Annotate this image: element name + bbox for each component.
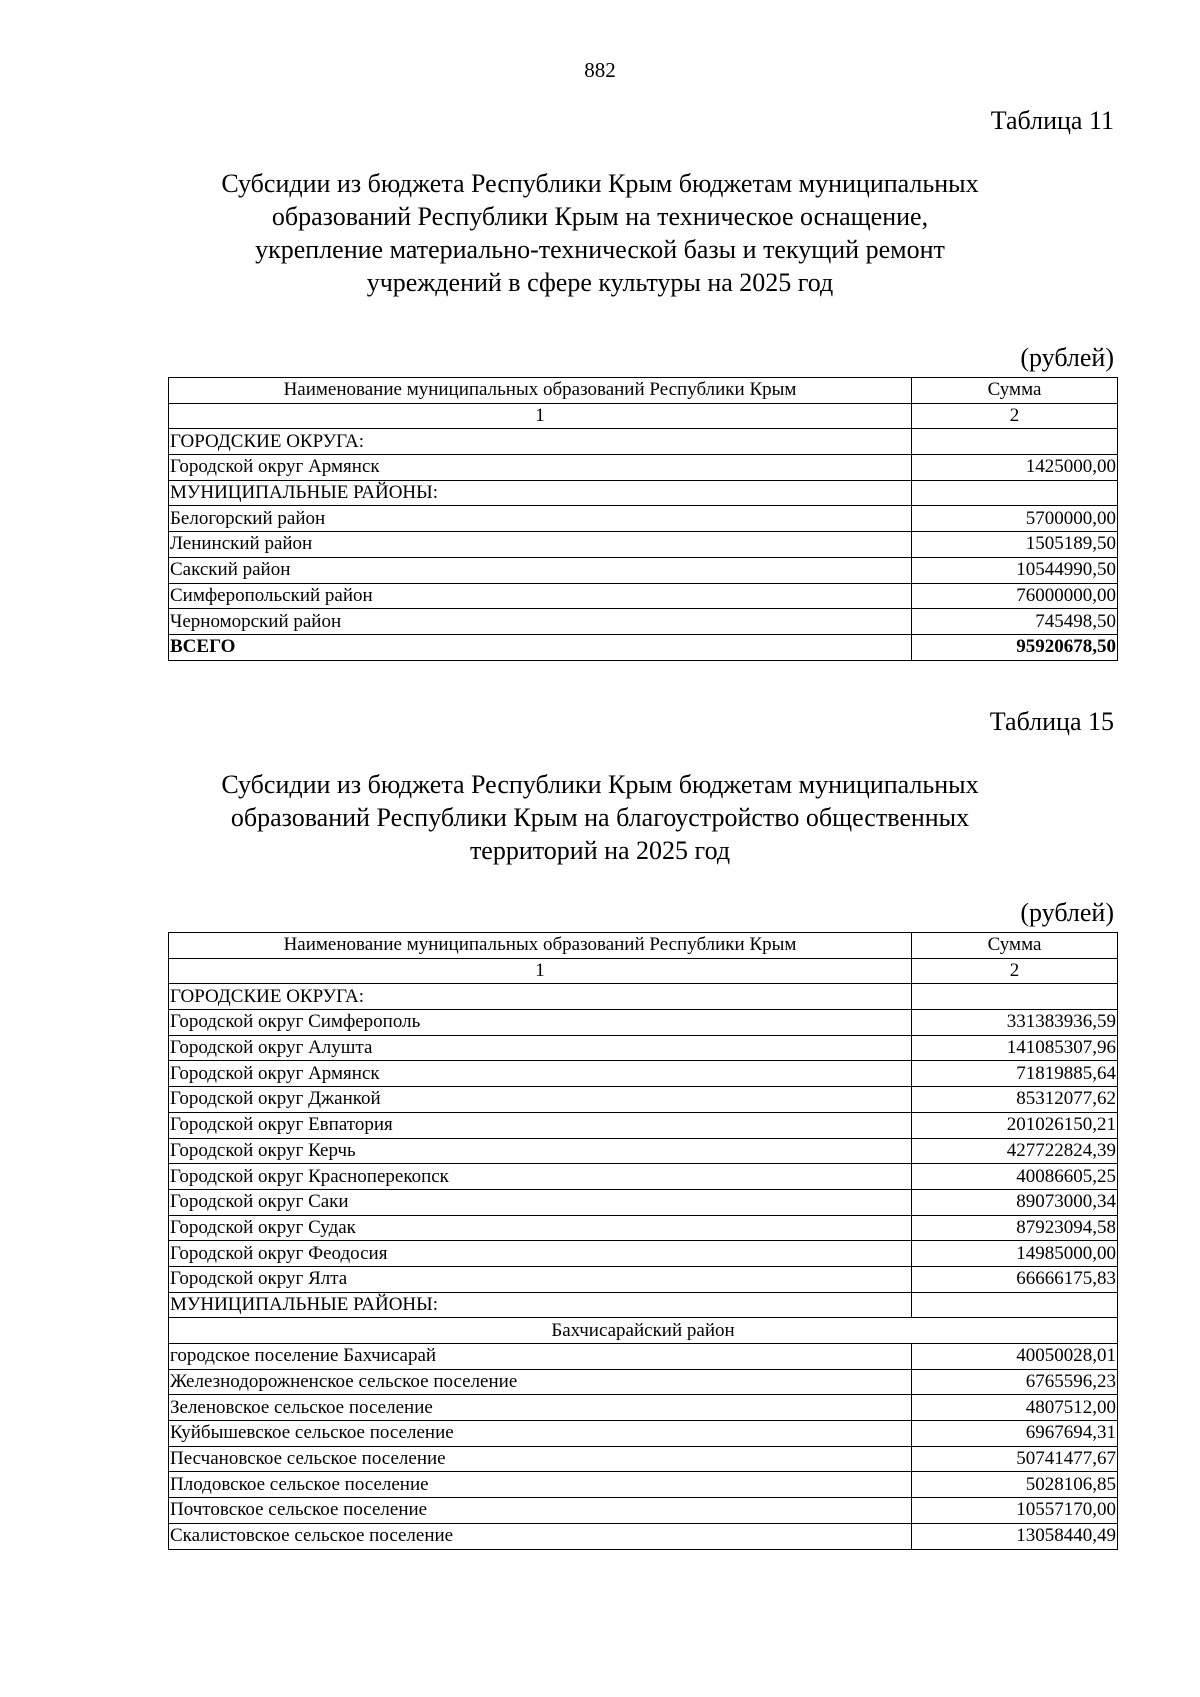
table-row (169, 1498, 1118, 1524)
header-name: Наименование муниципальных образований Республики Крым (169, 378, 912, 404)
row-name: Городской округ Симферополь (169, 1010, 912, 1036)
row-sum: 87923094,58 (912, 1215, 1118, 1241)
table-15 (168, 932, 1118, 1550)
column-number-row (169, 403, 1118, 429)
column-number: 1 (169, 958, 912, 984)
row-sum: 331383936,59 (912, 1010, 1118, 1036)
table-15-units: (рублей) (1020, 898, 1114, 927)
table-11-title (160, 167, 1040, 299)
column-number: 1 (169, 403, 912, 429)
row-sum: 10557170,00 (912, 1498, 1118, 1524)
table-row (169, 583, 1118, 609)
row-name: Скалистовское сельское поселение (169, 1523, 912, 1549)
row-name: Белогорский район (169, 506, 912, 532)
table-15-title (160, 768, 1040, 867)
column-number-row (169, 958, 1118, 984)
table-row (169, 1164, 1118, 1190)
row-name: Городской округ Керчь (169, 1138, 912, 1164)
table-row (169, 1061, 1118, 1087)
row-name: Ленинский район (169, 532, 912, 558)
table-row (169, 1395, 1118, 1421)
table-row (169, 1087, 1118, 1113)
row-name: Городской округ Ялта (169, 1266, 912, 1292)
row-name: Городской округ Армянск (169, 1061, 912, 1087)
row-sum: 4807512,00 (912, 1395, 1118, 1421)
row-sum: 85312077,62 (912, 1087, 1118, 1113)
table-row (169, 429, 1118, 455)
row-name: Куйбышевское сельское поселение (169, 1421, 912, 1447)
row-name: Симферопольский район (169, 583, 912, 609)
row-sum: 71819885,64 (912, 1061, 1118, 1087)
row-name: Сакский район (169, 557, 912, 583)
row-name: городское поселение Бахчисарай (169, 1344, 912, 1370)
row-name: Городской округ Алушта (169, 1035, 912, 1061)
table-row (169, 1215, 1118, 1241)
row-name: Песчановское сельское поселение (169, 1446, 912, 1472)
table-11-caption: Таблица 11 (990, 106, 1114, 135)
title-line: территорий на 2025 год (469, 836, 731, 865)
row-name: Городской округ Феодосия (169, 1241, 912, 1267)
row-sum: 5028106,85 (912, 1472, 1118, 1498)
row-name: МУНИЦИПАЛЬНЫЕ РАЙОНЫ: (169, 480, 912, 506)
column-number: 2 (912, 403, 1118, 429)
table-row (169, 455, 1118, 481)
row-name: Почтовское сельское поселение (169, 1498, 912, 1524)
row-name: Городской округ Джанкой (169, 1087, 912, 1113)
table-row (169, 532, 1118, 558)
district-subheading: Бахчисарайский район (169, 1318, 1118, 1344)
row-sum: 5700000,00 (912, 506, 1118, 532)
column-number: 2 (912, 958, 1118, 984)
table-row (169, 1523, 1118, 1549)
title-line: укрепление материально-технической базы и текущий ремонт (255, 235, 945, 264)
title-line: учреждений в сфере культуры на 2025 год (366, 268, 834, 297)
total-sum: 95920678,50 (912, 634, 1118, 660)
row-sum: 201026150,21 (912, 1112, 1118, 1138)
table-row (169, 1446, 1118, 1472)
table-row (169, 1035, 1118, 1061)
row-name: Городской округ Красноперекопск (169, 1164, 912, 1190)
table-row (169, 506, 1118, 532)
row-sum: 66666175,83 (912, 1266, 1118, 1292)
page-number: 882 (584, 58, 616, 82)
header-sum: Сумма (912, 378, 1118, 404)
table-15-caption: Таблица 15 (989, 707, 1114, 736)
table-11-units: (рублей) (1020, 343, 1114, 372)
row-name: Городской округ Евпатория (169, 1112, 912, 1138)
row-sum (912, 1292, 1118, 1318)
row-name: Зеленовское сельское поселение (169, 1395, 912, 1421)
table-row (169, 1112, 1118, 1138)
header-name: Наименование муниципальных образований Республики Крым (169, 933, 912, 959)
table-row (169, 609, 1118, 635)
row-sum: 14985000,00 (912, 1241, 1118, 1267)
table-row (169, 557, 1118, 583)
table-row (169, 1138, 1118, 1164)
row-sum: 141085307,96 (912, 1035, 1118, 1061)
row-sum: 50741477,67 (912, 1446, 1118, 1472)
table-row (169, 1241, 1118, 1267)
header-row (169, 378, 1118, 404)
row-sum: 40086605,25 (912, 1164, 1118, 1190)
row-sum (912, 984, 1118, 1010)
row-sum: 89073000,34 (912, 1189, 1118, 1215)
row-name: ГОРОДСКИЕ ОКРУГА: (169, 984, 912, 1010)
table-row (169, 1472, 1118, 1498)
row-sum: 10544990,50 (912, 557, 1118, 583)
row-name: МУНИЦИПАЛЬНЫЕ РАЙОНЫ: (169, 1292, 912, 1318)
row-sum: 40050028,01 (912, 1344, 1118, 1370)
row-name: Городской округ Судак (169, 1215, 912, 1241)
row-name: Городской округ Саки (169, 1189, 912, 1215)
row-name: Черноморский район (169, 609, 912, 635)
table-row (169, 480, 1118, 506)
row-name: Городской округ Армянск (169, 455, 912, 481)
row-sum: 1425000,00 (912, 455, 1118, 481)
district-subheading-row (169, 1318, 1118, 1344)
table-row (169, 1189, 1118, 1215)
table-11 (168, 377, 1118, 661)
table-row (169, 1292, 1118, 1318)
row-name: Плодовское сельское поселение (169, 1472, 912, 1498)
total-label: ВСЕГО (169, 634, 912, 660)
table-row (169, 1369, 1118, 1395)
header-sum: Сумма (912, 933, 1118, 959)
row-sum (912, 429, 1118, 455)
row-name: Железнодорожненское сельское поселение (169, 1369, 912, 1395)
row-sum: 76000000,00 (912, 583, 1118, 609)
table-row (169, 1266, 1118, 1292)
row-sum: 427722824,39 (912, 1138, 1118, 1164)
row-sum (912, 480, 1118, 506)
row-sum: 745498,50 (912, 609, 1118, 635)
header-row (169, 933, 1118, 959)
table-row (169, 1344, 1118, 1370)
table-row (169, 1010, 1118, 1036)
title-line: Субсидии из бюджета Республики Крым бюджетам муниципальных (221, 169, 979, 198)
table-row (169, 1421, 1118, 1447)
row-sum: 6765596,23 (912, 1369, 1118, 1395)
title-line: образований Республики Крым на благоустройство общественных (230, 803, 970, 832)
row-sum: 6967694,31 (912, 1421, 1118, 1447)
table-row (169, 984, 1118, 1010)
title-line: образований Республики Крым на техническое оснащение, (271, 202, 929, 231)
row-sum: 1505189,50 (912, 532, 1118, 558)
total-row (169, 634, 1118, 660)
title-line: Субсидии из бюджета Республики Крым бюджетам муниципальных (221, 770, 979, 799)
row-name: ГОРОДСКИЕ ОКРУГА: (169, 429, 912, 455)
row-sum: 13058440,49 (912, 1523, 1118, 1549)
